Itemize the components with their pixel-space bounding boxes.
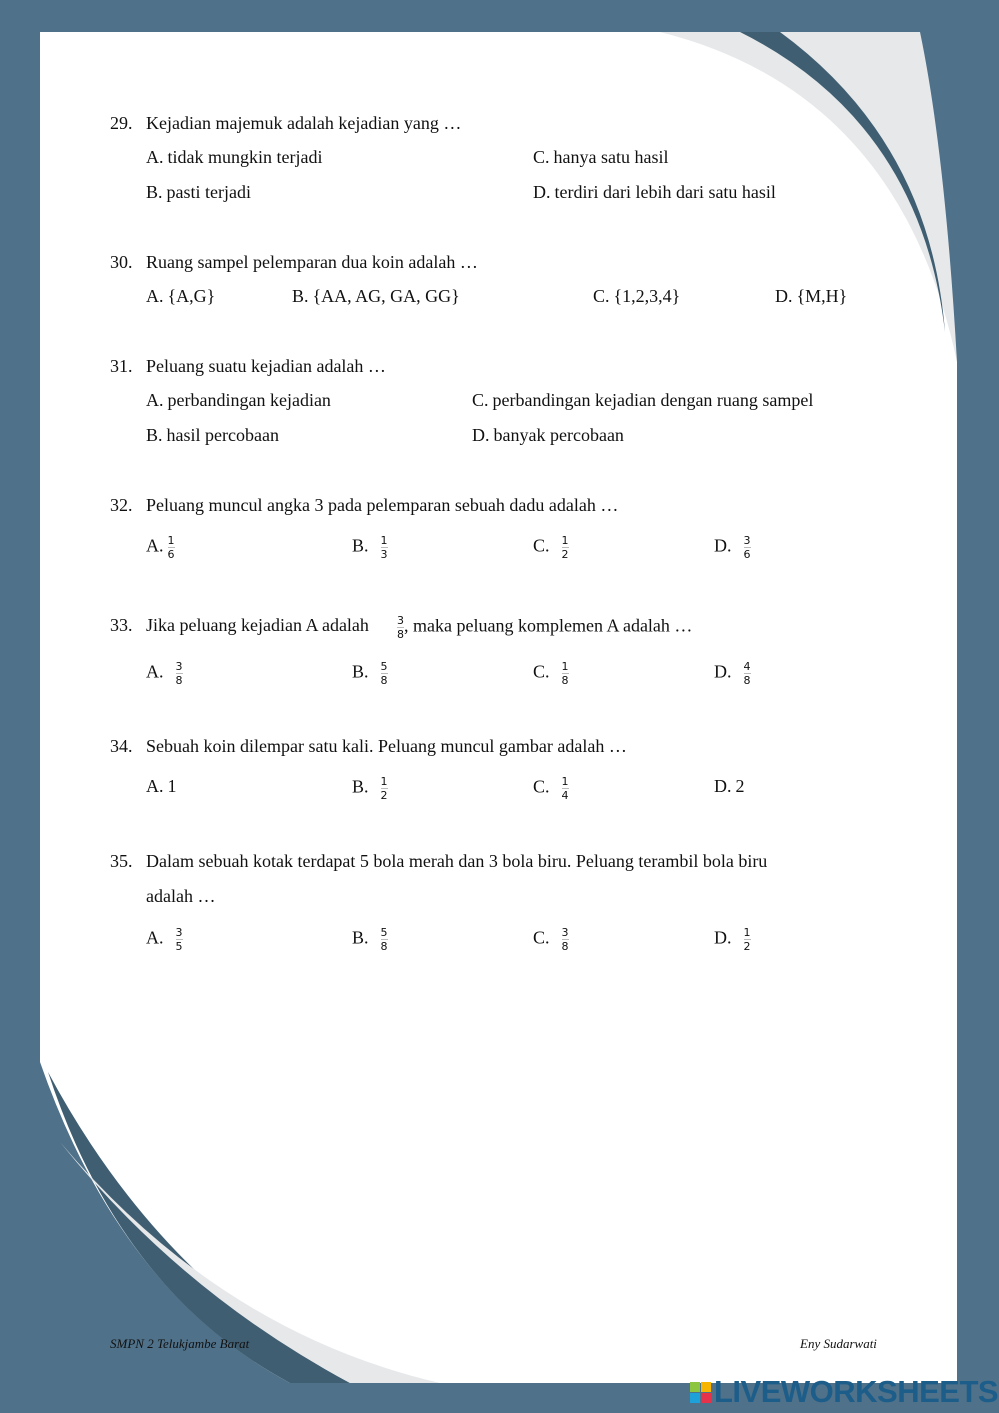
option-label: C. [533, 535, 550, 556]
question-number: 34. [110, 736, 133, 756]
option-label: C. [593, 286, 610, 306]
answer-option-a[interactable] [146, 926, 183, 953]
fraction [176, 660, 183, 687]
answer-option-c[interactable] [533, 775, 569, 802]
question-number: 29. [110, 113, 133, 133]
option-label: B. [146, 425, 163, 445]
numerator: 3 [175, 926, 183, 939]
option-label: C. [533, 776, 550, 797]
option-label: A. [146, 661, 164, 682]
numerator: 1 [561, 660, 569, 673]
question-number: 35. [110, 851, 133, 871]
answer-option-a[interactable] [146, 389, 331, 411]
denominator: 2 [561, 548, 569, 561]
question-number: 32. [110, 495, 133, 515]
option-label: A. [146, 286, 164, 306]
question-number: 30. [110, 252, 133, 272]
numerator: 4 [743, 660, 751, 673]
fraction [744, 660, 751, 687]
fraction [562, 534, 569, 561]
answer-option-a[interactable] [146, 534, 175, 561]
question-text: Peluang muncul angka 3 pada pelemparan sebuah dadu adalah … [146, 495, 619, 515]
option-label: C. [533, 147, 550, 167]
denominator: 8 [397, 628, 404, 641]
question-text: Sebuah koin dilempar satu kali. Peluang muncul gambar adalah … [146, 736, 627, 756]
answer-option-d[interactable] [714, 534, 751, 561]
option-text: {A,G} [167, 286, 216, 306]
denominator: 6 [167, 548, 175, 561]
question-number: 33. [110, 615, 133, 635]
answer-option-c[interactable] [533, 660, 569, 687]
denominator: 4 [561, 789, 569, 802]
option-label: D. [714, 776, 732, 796]
fraction [381, 775, 388, 802]
option-label: B. [352, 535, 369, 556]
option-text: terdiri dari lebih dari satu hasil [554, 182, 776, 202]
brand-name: LIVEWORKSHEETS [714, 1374, 999, 1409]
option-label: B. [352, 661, 369, 682]
question-31 [110, 355, 386, 377]
option-text: perbandingan kejadian dengan ruang sampel [492, 390, 814, 410]
decorative-swooshes [40, 32, 957, 1383]
answer-option-d[interactable] [533, 181, 776, 203]
numerator: 3 [175, 660, 183, 673]
numerator: 1 [561, 534, 569, 547]
answer-option-d[interactable] [775, 285, 847, 307]
fraction [381, 660, 388, 687]
denominator: 8 [561, 940, 569, 953]
liveworksheets-logo[interactable] [690, 1374, 998, 1410]
question-30 [110, 251, 478, 273]
question-text: Dalam sebuah kotak terdapat 5 bola merah dan 3 bola biru. Peluang terambil bola biru [146, 851, 768, 871]
option-label: B. [146, 182, 163, 202]
answer-option-a[interactable] [146, 660, 183, 687]
question-text-after: , maka peluang komplemen A adalah … [404, 615, 693, 636]
answer-option-a[interactable] [146, 775, 177, 797]
question-text: Jika peluang kejadian A adalah [146, 615, 369, 635]
question-text-line2: adalah … [146, 886, 216, 906]
fraction [562, 660, 569, 687]
denominator: 6 [743, 548, 751, 561]
answer-option-b[interactable] [352, 534, 388, 561]
denominator: 8 [380, 674, 388, 687]
numerator: 1 [380, 534, 388, 547]
denominator: 8 [175, 674, 183, 687]
answer-option-b[interactable] [352, 775, 388, 802]
question-32 [110, 494, 619, 516]
numerator: 1 [561, 775, 569, 788]
question-number: 31. [110, 356, 133, 376]
fraction [562, 775, 569, 802]
option-text: hasil percobaan [166, 425, 279, 445]
denominator: 8 [561, 674, 569, 687]
question-35 [110, 850, 768, 872]
option-label: D. [714, 661, 732, 682]
option-text: tidak mungkin terjadi [167, 147, 323, 167]
answer-option-b[interactable] [292, 285, 460, 307]
option-label: D. [472, 425, 490, 445]
option-text: banyak percobaan [493, 425, 624, 445]
worksheet-page [40, 32, 957, 1383]
answer-option-b[interactable] [146, 181, 251, 203]
answer-option-a[interactable] [146, 146, 322, 168]
numerator: 3 [561, 926, 569, 939]
option-label: A. [146, 390, 164, 410]
option-label: A. [146, 535, 164, 556]
answer-option-c[interactable] [533, 926, 569, 953]
denominator: 8 [743, 674, 751, 687]
answer-option-d[interactable] [714, 660, 751, 687]
numerator: 3 [397, 614, 404, 627]
option-text: hanya satu hasil [553, 147, 669, 167]
option-label: A. [146, 776, 164, 796]
option-label: D. [714, 927, 732, 948]
answer-option-c[interactable] [593, 285, 680, 307]
numerator: 1 [743, 926, 751, 939]
answer-option-a[interactable] [146, 285, 215, 307]
question-29 [110, 112, 462, 134]
option-label: D. [714, 535, 732, 556]
footer-school: SMPN 2 Telukjambe Barat [110, 1336, 250, 1351]
answer-option-d[interactable] [714, 775, 745, 797]
inline-fraction [397, 614, 404, 641]
question-text: Kejadian majemuk adalah kejadian yang … [146, 113, 462, 133]
option-text: {AA, AG, GA, GG} [312, 286, 460, 306]
denominator: 5 [175, 940, 183, 953]
option-label: C. [533, 927, 550, 948]
fraction [176, 926, 183, 953]
option-text: perbandingan kejadian [167, 390, 331, 410]
denominator: 2 [380, 789, 388, 802]
fraction [381, 534, 388, 561]
footer-author: Eny Sudarwati [800, 1336, 877, 1351]
option-label: B. [352, 776, 369, 797]
question-34 [110, 735, 627, 757]
brand-logo-icon [690, 1382, 711, 1403]
answer-option-d[interactable] [714, 926, 751, 953]
fraction [744, 926, 751, 953]
option-label: D. [775, 286, 793, 306]
numerator: 1 [380, 775, 388, 788]
option-text: pasti terjadi [166, 182, 251, 202]
option-label: B. [292, 286, 309, 306]
option-label: A. [146, 927, 164, 948]
denominator: 8 [380, 940, 388, 953]
option-label: D. [533, 182, 551, 202]
denominator: 2 [743, 940, 751, 953]
option-label: A. [146, 147, 164, 167]
fraction [744, 534, 751, 561]
question-text: Peluang suatu kejadian adalah … [146, 356, 386, 376]
answer-option-b[interactable] [352, 660, 388, 687]
numerator: 1 [167, 534, 175, 547]
answer-option-b[interactable] [146, 424, 279, 446]
answer-option-c[interactable] [533, 534, 569, 561]
denominator: 3 [380, 548, 388, 561]
option-text: 1 [167, 776, 177, 796]
question-text-rest [397, 614, 692, 641]
numerator: 3 [743, 534, 751, 547]
answer-option-c[interactable] [533, 146, 669, 168]
fraction [168, 534, 175, 561]
option-label: C. [472, 390, 489, 410]
option-label: C. [533, 661, 550, 682]
answer-option-b[interactable] [352, 926, 388, 953]
option-text: {1,2,3,4} [613, 286, 681, 306]
answer-option-d[interactable] [472, 424, 624, 446]
fraction [381, 926, 388, 953]
answer-option-c[interactable] [472, 389, 813, 411]
option-text: {M,H} [796, 286, 848, 306]
numerator: 5 [380, 926, 388, 939]
fraction [562, 926, 569, 953]
option-text: 2 [735, 776, 745, 796]
numerator: 5 [380, 660, 388, 673]
question-33 [110, 614, 693, 641]
option-label: B. [352, 927, 369, 948]
question-text: Ruang sampel pelemparan dua koin adalah … [146, 252, 478, 272]
